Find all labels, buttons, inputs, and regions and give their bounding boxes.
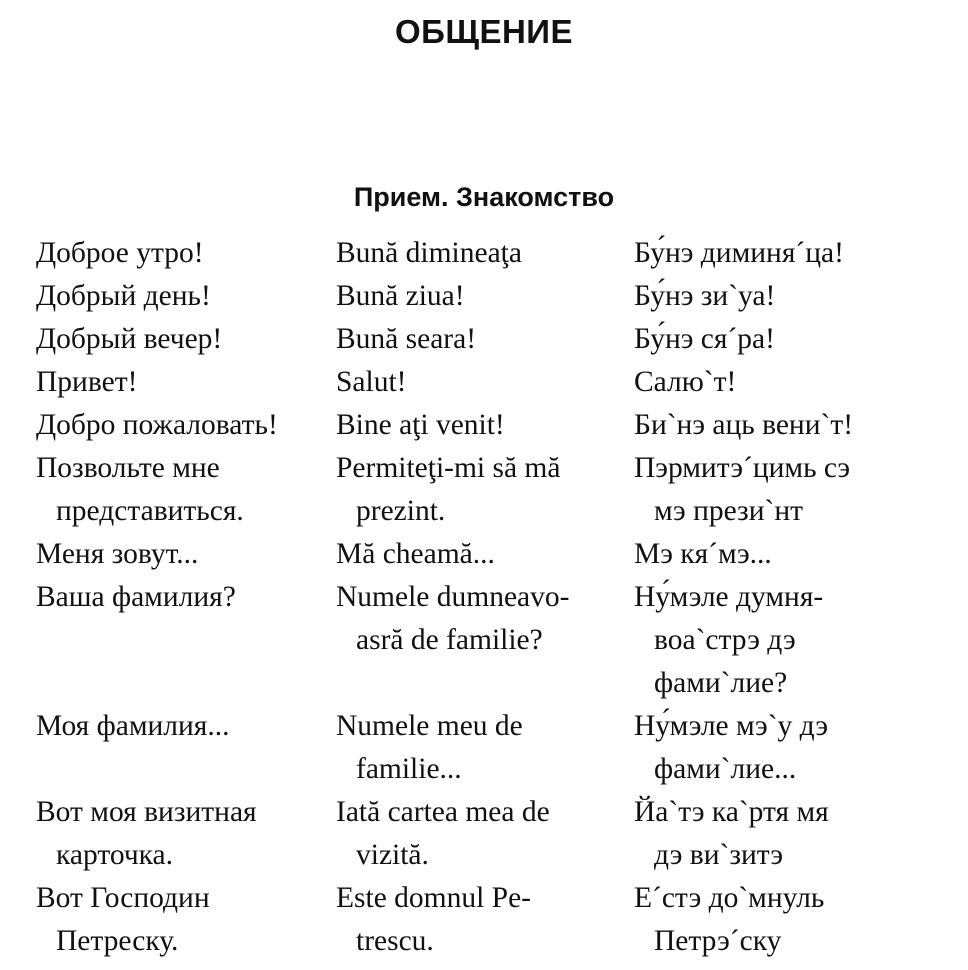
russian-phrase-line: представиться. xyxy=(56,495,244,527)
russian-phrase xyxy=(36,232,336,275)
transcription-line: Пэрмитэ´цимь сэ xyxy=(634,452,851,484)
transcription-line: Мэ кя´мэ... xyxy=(634,538,772,570)
russian-phrase-line: Доброе утро! xyxy=(36,237,204,269)
russian-phrase-line: Добрый день! xyxy=(36,280,211,312)
transcription xyxy=(634,705,961,791)
romanian-phrase-line: Numele meu de xyxy=(336,710,523,742)
romanian-phrase-line: prezint. xyxy=(356,495,446,527)
page-title: ОБЩЕНИЕ xyxy=(394,13,574,50)
phrase-row xyxy=(36,576,961,705)
russian-phrase-line: Позвольте мне xyxy=(36,452,220,484)
russian-phrase-line: Моя фамилия... xyxy=(36,710,230,742)
transcription xyxy=(634,533,961,576)
romanian-phrase-line: vizită. xyxy=(356,839,429,871)
romanian-phrase xyxy=(336,232,634,275)
romanian-phrase xyxy=(336,533,634,576)
transcription-line: Ну́мэле мэ`у дэ xyxy=(634,710,829,742)
section-title: Прием. Знакомство xyxy=(353,182,615,212)
romanian-phrase xyxy=(336,318,634,361)
phrase-row xyxy=(36,275,961,318)
transcription-line: Бу́нэ зи`уа! xyxy=(634,280,776,312)
transcription xyxy=(634,318,961,361)
russian-phrase xyxy=(36,877,336,963)
russian-phrase-line: Вот моя визитная xyxy=(36,796,257,828)
romanian-phrase-line: Bine aţi venit! xyxy=(336,409,505,441)
romanian-phrase-line: asră de familie? xyxy=(356,624,543,656)
russian-phrase xyxy=(36,404,336,447)
phrase-row xyxy=(36,705,961,791)
transcription xyxy=(634,791,961,877)
transcription-line: фами`лие... xyxy=(654,753,797,785)
transcription xyxy=(634,361,961,404)
romanian-phrase xyxy=(336,275,634,318)
romanian-phrase-line: Este domnul Pe- xyxy=(336,882,532,914)
romanian-phrase-line: Bună ziua! xyxy=(336,280,465,312)
romanian-phrase xyxy=(336,361,634,404)
transcription-line: Йа`тэ ка`ртя мя xyxy=(634,796,829,828)
russian-phrase-line: карточка. xyxy=(56,839,174,871)
russian-phrase xyxy=(36,705,336,748)
russian-phrase-line: Привет! xyxy=(36,366,138,398)
phrase-row xyxy=(36,361,961,404)
phrase-row xyxy=(36,877,961,963)
russian-phrase xyxy=(36,576,336,619)
phrase-table xyxy=(36,232,961,963)
romanian-phrase-line: Bună dimineaţa xyxy=(336,237,522,269)
romanian-phrase xyxy=(336,791,634,877)
transcription xyxy=(634,576,961,705)
romanian-phrase xyxy=(336,447,634,533)
transcription-line: мэ прези`нт xyxy=(654,495,803,527)
transcription-line: Би`нэ аць вени`т! xyxy=(634,409,854,441)
transcription xyxy=(634,404,961,447)
russian-phrase-line: Петреску. xyxy=(56,925,179,957)
transcription-line: Е´стэ до`мнуль xyxy=(634,882,825,914)
russian-phrase-line: Добро пожаловать! xyxy=(36,409,278,441)
russian-phrase xyxy=(36,447,336,533)
russian-phrase-line: Ваша фамилия? xyxy=(36,581,236,613)
transcription-line: воа`стрэ дэ xyxy=(654,624,796,656)
russian-phrase xyxy=(36,361,336,404)
romanian-phrase xyxy=(336,877,634,963)
transcription-line: Бу́нэ диминя´ца! xyxy=(634,237,844,269)
romanian-phrase-line: Permiteţi-mi să mă xyxy=(336,452,561,484)
romanian-phrase xyxy=(336,705,634,791)
romanian-phrase-line: trescu. xyxy=(356,925,434,957)
romanian-phrase-line: familie... xyxy=(356,753,462,785)
phrase-row xyxy=(36,791,961,877)
phrase-row xyxy=(36,404,961,447)
russian-phrase-line: Добрый вечер! xyxy=(36,323,223,355)
transcription xyxy=(634,447,961,533)
romanian-phrase-line: Numele dumneavo- xyxy=(336,581,570,613)
transcription-line: Бу́нэ ся´ра! xyxy=(634,323,775,355)
transcription-line: Ну́мэле думня- xyxy=(634,581,824,613)
romanian-phrase-line: Bună seara! xyxy=(336,323,477,355)
romanian-phrase-line: Mă cheamă... xyxy=(336,538,495,570)
transcription xyxy=(634,275,961,318)
phrase-row xyxy=(36,447,961,533)
romanian-phrase-line: Iată cartea mea de xyxy=(336,796,550,828)
phrase-row xyxy=(36,533,961,576)
transcription xyxy=(634,232,961,275)
russian-phrase xyxy=(36,318,336,361)
romanian-phrase xyxy=(336,404,634,447)
russian-phrase xyxy=(36,275,336,318)
russian-phrase-line: Вот Господин xyxy=(36,882,210,914)
russian-phrase xyxy=(36,791,336,877)
phrase-row xyxy=(36,232,961,275)
transcription-line: Салю`т! xyxy=(634,366,737,398)
romanian-phrase xyxy=(336,576,634,662)
transcription-line: фами`лие? xyxy=(654,667,788,699)
romanian-phrase-line: Salut! xyxy=(336,366,407,398)
transcription-line: дэ ви`зитэ xyxy=(654,839,784,871)
transcription xyxy=(634,877,961,963)
russian-phrase-line: Меня зовут... xyxy=(36,538,199,570)
transcription-line: Петрэ´ску xyxy=(654,925,782,957)
phrase-row xyxy=(36,318,961,361)
russian-phrase xyxy=(36,533,336,576)
